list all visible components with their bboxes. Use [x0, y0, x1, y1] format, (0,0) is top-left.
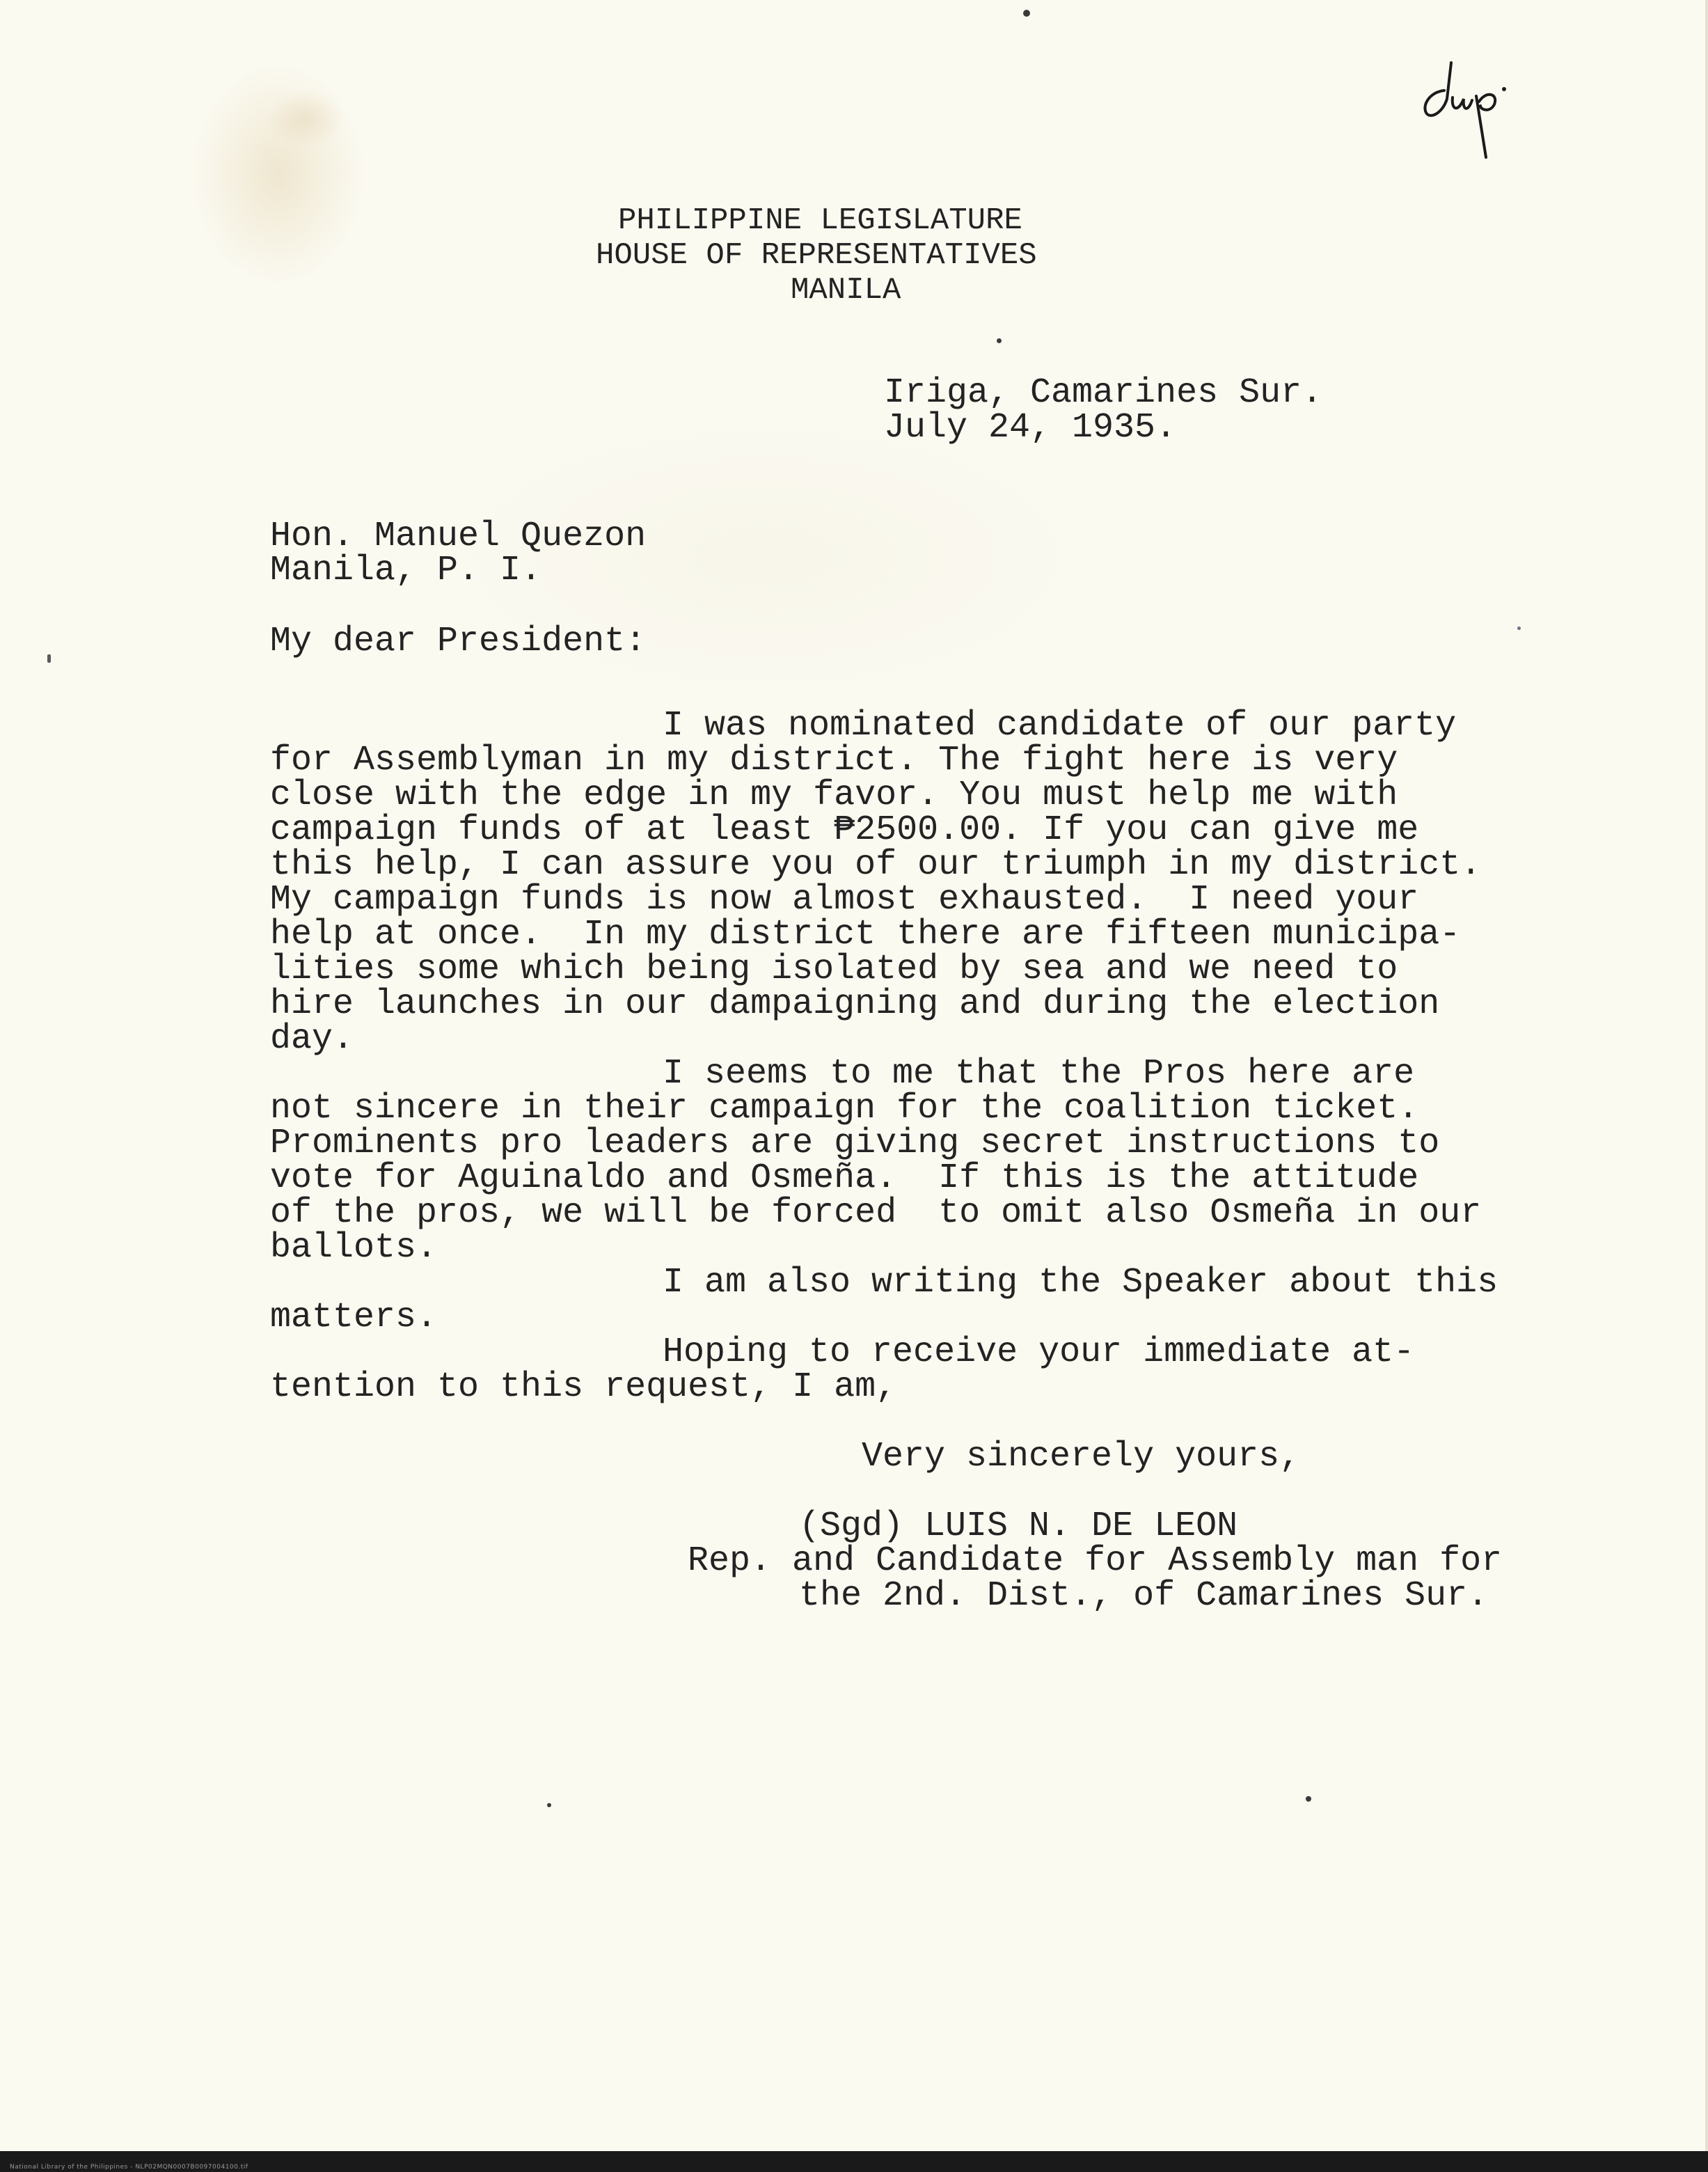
paper-speck [1306, 1796, 1311, 1802]
dateline-date: July 24, 1935. [884, 408, 1177, 448]
letterhead-line-2: HOUSE OF REPRESENTATIVES [596, 238, 1037, 273]
paper-speck [1023, 10, 1030, 17]
letterhead-line-3: MANILA [791, 273, 901, 308]
body-line: for Assemblyman in my district. The fight here is very [270, 741, 1398, 780]
body-line: I seems to me that the Pros here are [663, 1054, 1415, 1094]
dateline-place: Iriga, Camarines Sur. [884, 373, 1323, 413]
body-line: I was nominated candidate of our party [663, 706, 1457, 746]
body-line: not sincere in their campaign for the coalition ticket. [270, 1089, 1419, 1128]
addressee-location: Manila, P. I. [270, 551, 542, 590]
body-line: campaign funds of at least ₱2500.00. If you can give me [270, 810, 1419, 850]
signature-title: Rep. and Candidate for Assembly man for [688, 1541, 1503, 1581]
body-line: I am also writing the Speaker about this [663, 1263, 1499, 1303]
body-line: matters. [270, 1298, 438, 1337]
handwritten-annotation [1416, 49, 1514, 160]
paper-speck [47, 654, 51, 663]
addressee-name: Hon. Manuel Quezon [270, 517, 647, 556]
scan-footer-text: National Library of the Philippines - NLP02MQN0007B0097004100.tif [10, 2164, 248, 2171]
body-line: hire launches in our dampaigning and during the election [270, 984, 1440, 1024]
scan-footer-strip [0, 2151, 1708, 2172]
paper-speck [997, 338, 1002, 343]
body-line: lities some which being isolated by sea and we need to [270, 950, 1398, 989]
body-line: help at once. In my district there are fifteen municipa- [270, 915, 1461, 954]
body-line: tention to this request, I am, [270, 1367, 897, 1407]
body-line: Prominents pro leaders are giving secret instructions to [270, 1124, 1440, 1163]
body-line: close with the edge in my favor. You must help me with [270, 776, 1398, 815]
body-line: Hoping to receive your immediate at- [663, 1332, 1415, 1372]
paper-speck [547, 1803, 551, 1807]
signature-name: (Sgd) LUIS N. DE LEON [799, 1506, 1238, 1546]
signature-district: the 2nd. Dist., of Camarines Sur. [799, 1576, 1489, 1616]
body-line: of the pros, we will be forced to omit also Osmeña in our [270, 1193, 1482, 1233]
salutation: My dear President: [270, 622, 647, 661]
letterhead-line-1: PHILIPPINE LEGISLATURE [618, 203, 1022, 238]
body-line: My campaign funds is now almost exhausted. I need your [270, 880, 1419, 920]
paper-speck [1517, 627, 1521, 630]
body-line: day. [270, 1019, 354, 1059]
body-line: ballots. [270, 1228, 438, 1268]
body-line: this help, I can assure you of our triumph in my district. [270, 845, 1482, 885]
closing: Very sincerely yours, [862, 1437, 1301, 1477]
body-line: vote for Aguinaldo and Osmeña. If this is the attitude [270, 1158, 1419, 1198]
